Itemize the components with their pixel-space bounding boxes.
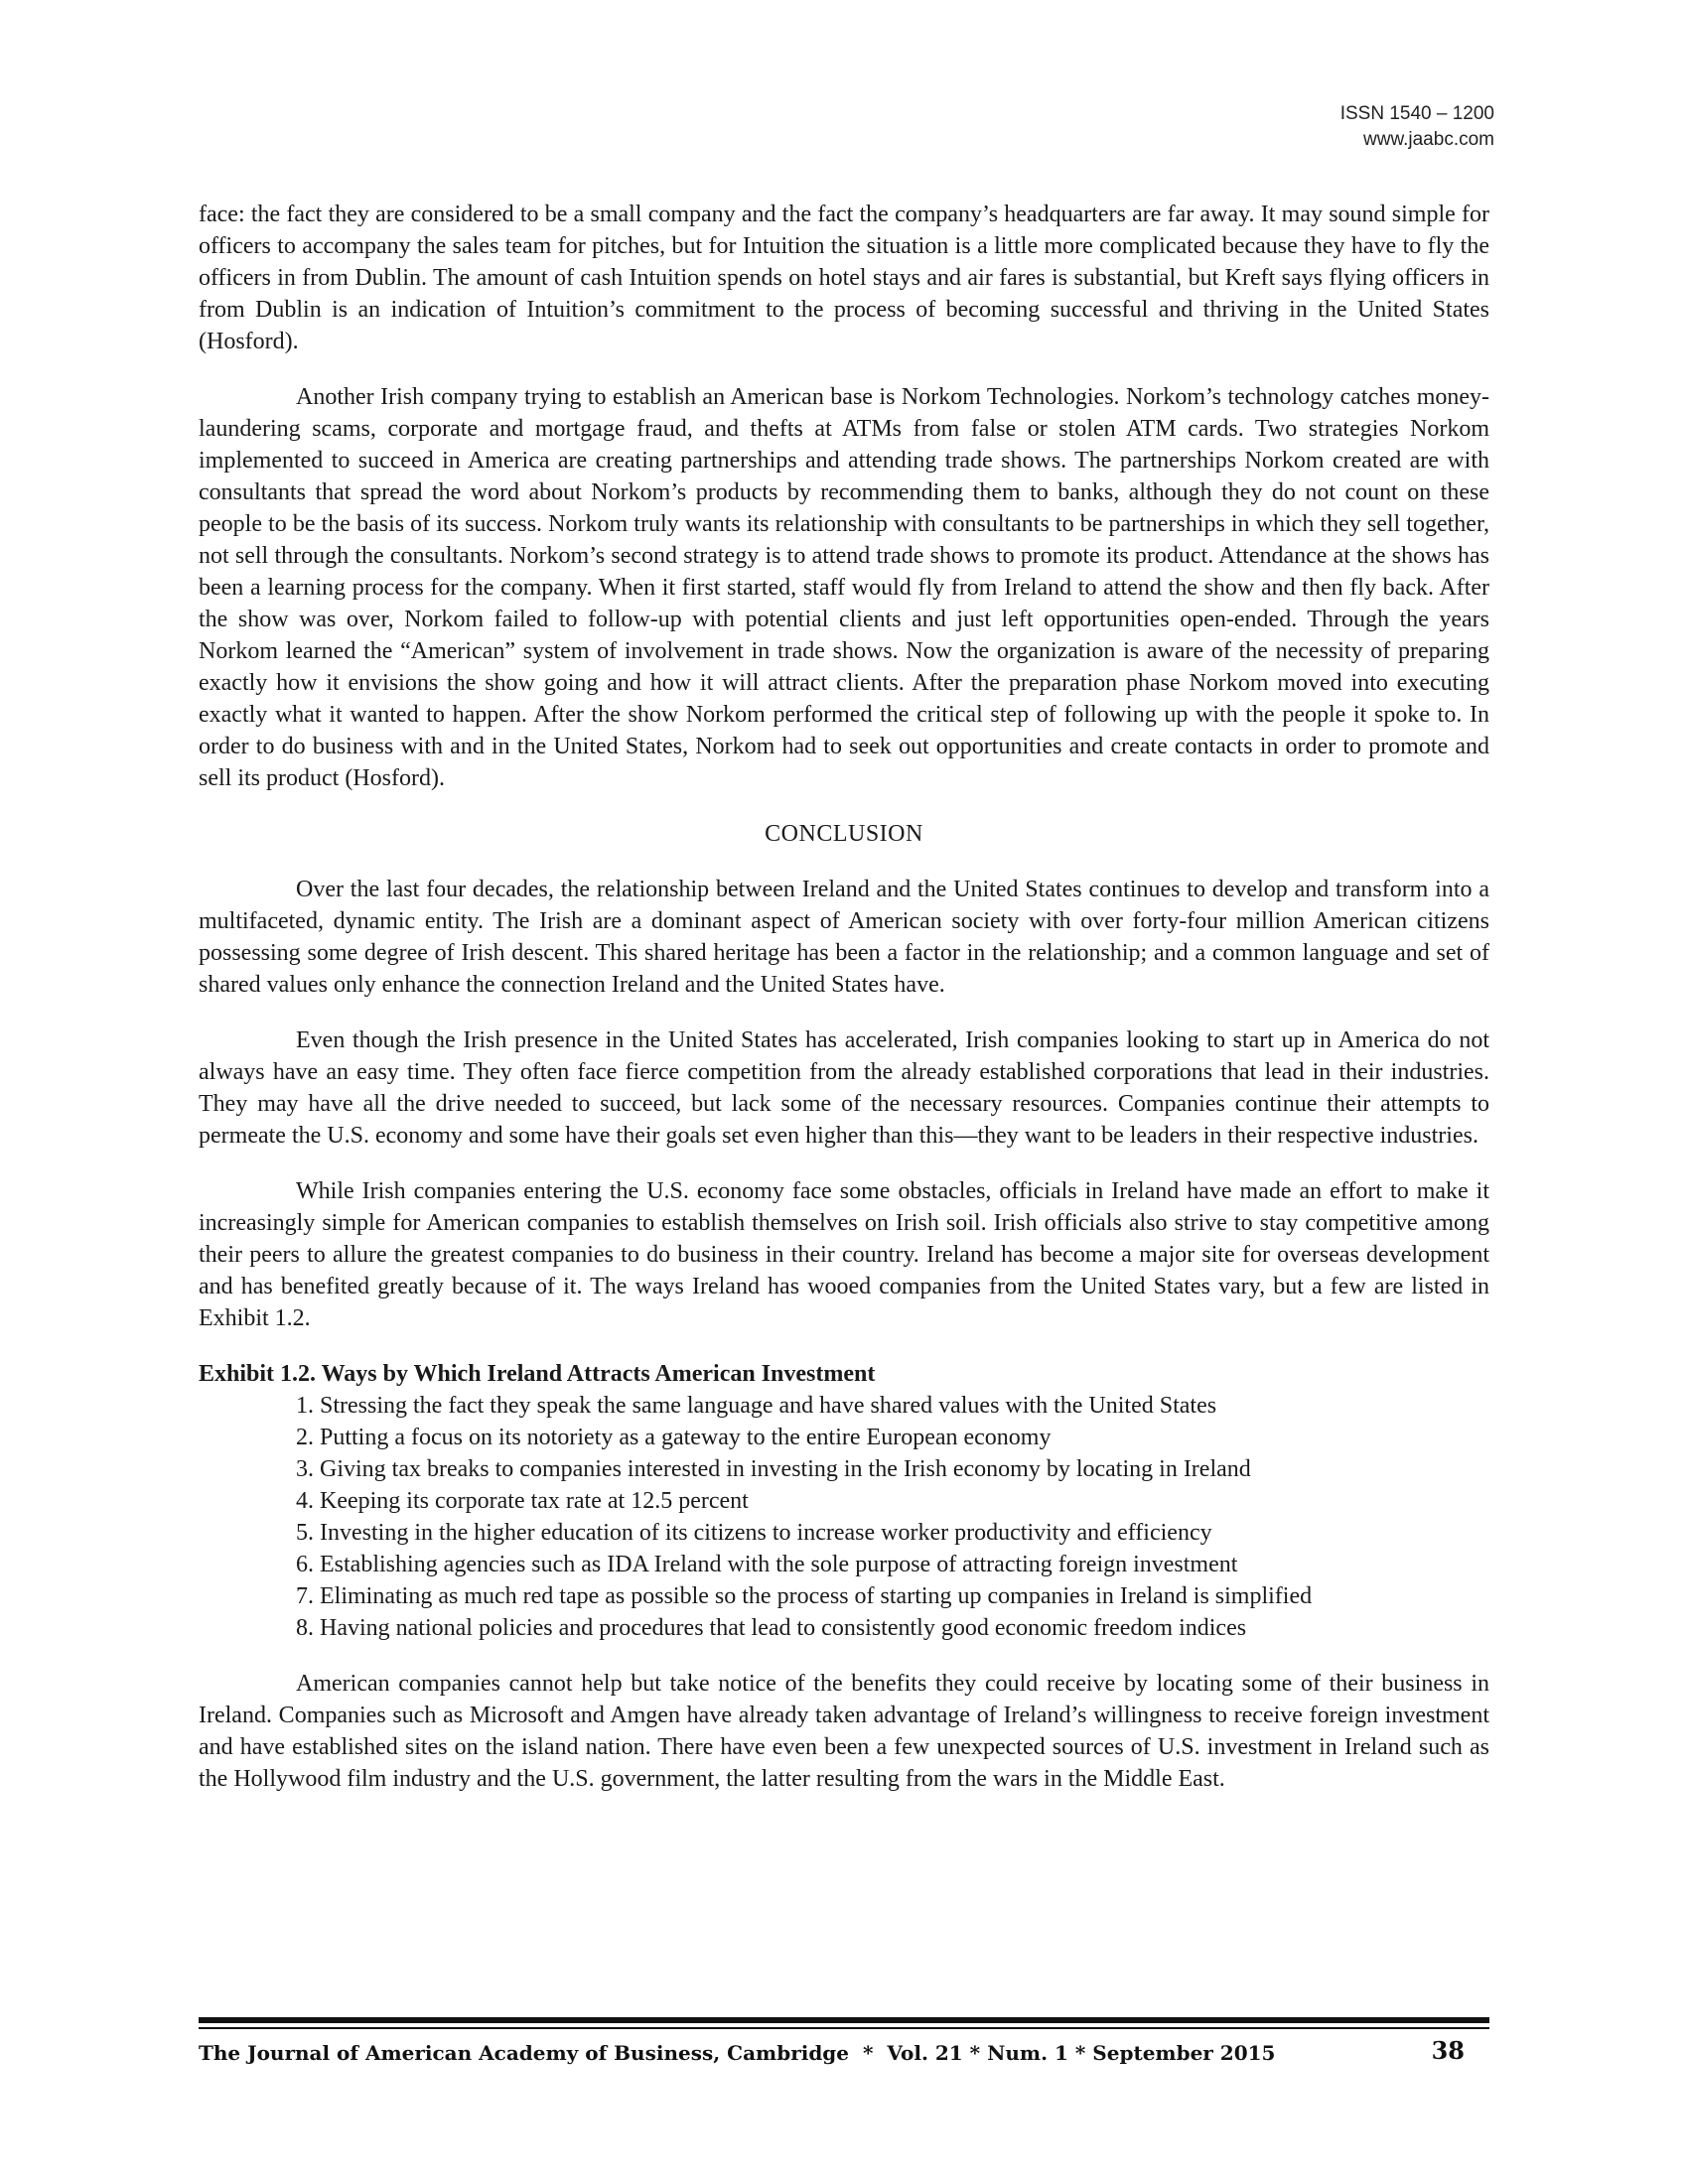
- paragraph-norkom: Another Irish company trying to establish an American base is Norkom Technologies. Norkom’s technology catches money-laundering scams, corporate and mortgage fraud, and thefts at ATMs from false or stolen ATM cards. Two strategies Norkom implemented to succeed in America are creating partnerships and attending trade shows. The partnerships Norkom created are with consultants that spread the word about Norkom’s products by recommending them to banks, although they do not count on these people to be the basis of its success. Norkom truly wants its relationship with consultants to be partnerships in which they sell together, not sell through the consultants. Norkom’s second strategy is to attend trade shows to promote its product. Attendance at the shows has been a learning process for the company. When it first started, staff would fly from Ireland to attend the show and then fly back. After the show was over, Norkom failed to follow-up with potential clients and just left opportunities open-ended. Through the years Norkom learned the “American” system of involvement in trade shows. Now the organization is aware of the necessity of preparing exactly how it envisions the show going and how it will attract clients. After the preparation phase Norkom moved into executing exactly what it wanted to happen. After the show Norkom performed the critical step of following up with the people it spoke to. In order to do business with and in the United States, Norkom had to seek out opportunities and create contacts in order to promote and sell its product (Hosford).: [199, 384, 1489, 791]
- exhibit-list: [199, 1390, 1489, 1644]
- article-body: [199, 199, 1489, 1819]
- conclusion-heading: CONCLUSION: [765, 821, 923, 847]
- footer-rule-thin: [199, 2027, 1489, 2029]
- paragraph-continued: face: the fact they are considered to be a small company and the fact the company’s headquarters are far away. It may sound simple for officers to accompany the sales team for pitches, but for Intuition the situation is a little more complicated because they have to fly the officers in from Dublin. The amount of cash Intuition spends on hotel stays and air fares is substantial, but Kreft says flying officers in from Dublin is an indication of Intuition’s commitment to the process of becoming successful and thriving in the United States (Hosford).: [199, 202, 1489, 354]
- issn-text: ISSN 1540 – 1200: [1339, 103, 1494, 124]
- journal-website: www.jaabc.com: [1363, 129, 1494, 150]
- exhibit-item: 7. Eliminating as much red tape as possible so the process of starting up companies in Ireland is simplified: [296, 1583, 1313, 1609]
- journal-citation: The Journal of American Academy of Business, Cambridge * Vol. 21 * Num. 1 * September 2015: [199, 2041, 1276, 2065]
- footer-rule-thick: [199, 2017, 1489, 2023]
- exhibit-item: 3. Giving tax breaks to companies interested in investing in the Irish economy by locating in Ireland: [296, 1456, 1251, 1482]
- exhibit-item: 4. Keeping its corporate tax rate at 12.5 percent: [296, 1488, 749, 1514]
- exhibit-item: 1. Stressing the fact they speak the same language and have shared values with the United States: [296, 1393, 1217, 1419]
- paragraph-final: American companies cannot help but take notice of the benefits they could receive by locating some of their business in Ireland. Companies such as Microsoft and Amgen have already taken advantage of Ireland’s willingness to receive foreign investment and have established sites on the island nation. There have even been a few unexpected sources of U.S. investment in Ireland such as the Hollywood film industry and the U.S. government, the latter resulting from the wars in the Middle East.: [199, 1671, 1489, 1792]
- paragraph-conclusion-2: Even though the Irish presence in the United States has accelerated, Irish companies looking to start up in America do not always have an easy time. They often face fierce competition from the already established corporations that lead in their industries. They may have all the drive needed to succeed, but lack some of the necessary resources. Companies continue their attempts to permeate the U.S. economy and some have their goals set even higher than this—they want to be leaders in their respective industries.: [199, 1027, 1489, 1149]
- exhibit-item: 8. Having national policies and procedures that lead to consistently good economic freedom indices: [296, 1615, 1247, 1641]
- paragraph-conclusion-3: While Irish companies entering the U.S. economy face some obstacles, officials in Ireland have made an effort to make it increasingly simple for American companies to establish themselves on Irish soil. Irish officials also strive to stay competitive among their peers to allure the greatest companies to do business in their country. Ireland has become a major site for overseas development and has benefited greatly because of it. The ways Ireland has wooed companies from the United States vary, but a few are listed in Exhibit 1.2.: [199, 1178, 1489, 1331]
- page-number: 38: [1431, 2036, 1465, 2065]
- exhibit-item: 5. Investing in the higher education of its citizens to increase worker productivity and efficiency: [296, 1520, 1212, 1546]
- paragraph-conclusion-1: Over the last four decades, the relationship between Ireland and the United States continues to develop and transform into a multifaceted, dynamic entity. The Irish are a dominant aspect of American society with over forty-four million American citizens possessing some degree of Irish descent. This shared heritage has been a factor in the relationship; and a common language and set of shared values only enhance the connection Ireland and the United States have.: [199, 877, 1489, 998]
- exhibit-item: 6. Establishing agencies such as IDA Ireland with the sole purpose of attracting foreign investment: [296, 1552, 1238, 1577]
- exhibit-item: 2. Putting a focus on its notoriety as a gateway to the entire European economy: [296, 1425, 1052, 1450]
- exhibit-title: Exhibit 1.2. Ways by Which Ireland Attracts American Investment: [199, 1361, 876, 1387]
- page-header: [1340, 101, 1494, 153]
